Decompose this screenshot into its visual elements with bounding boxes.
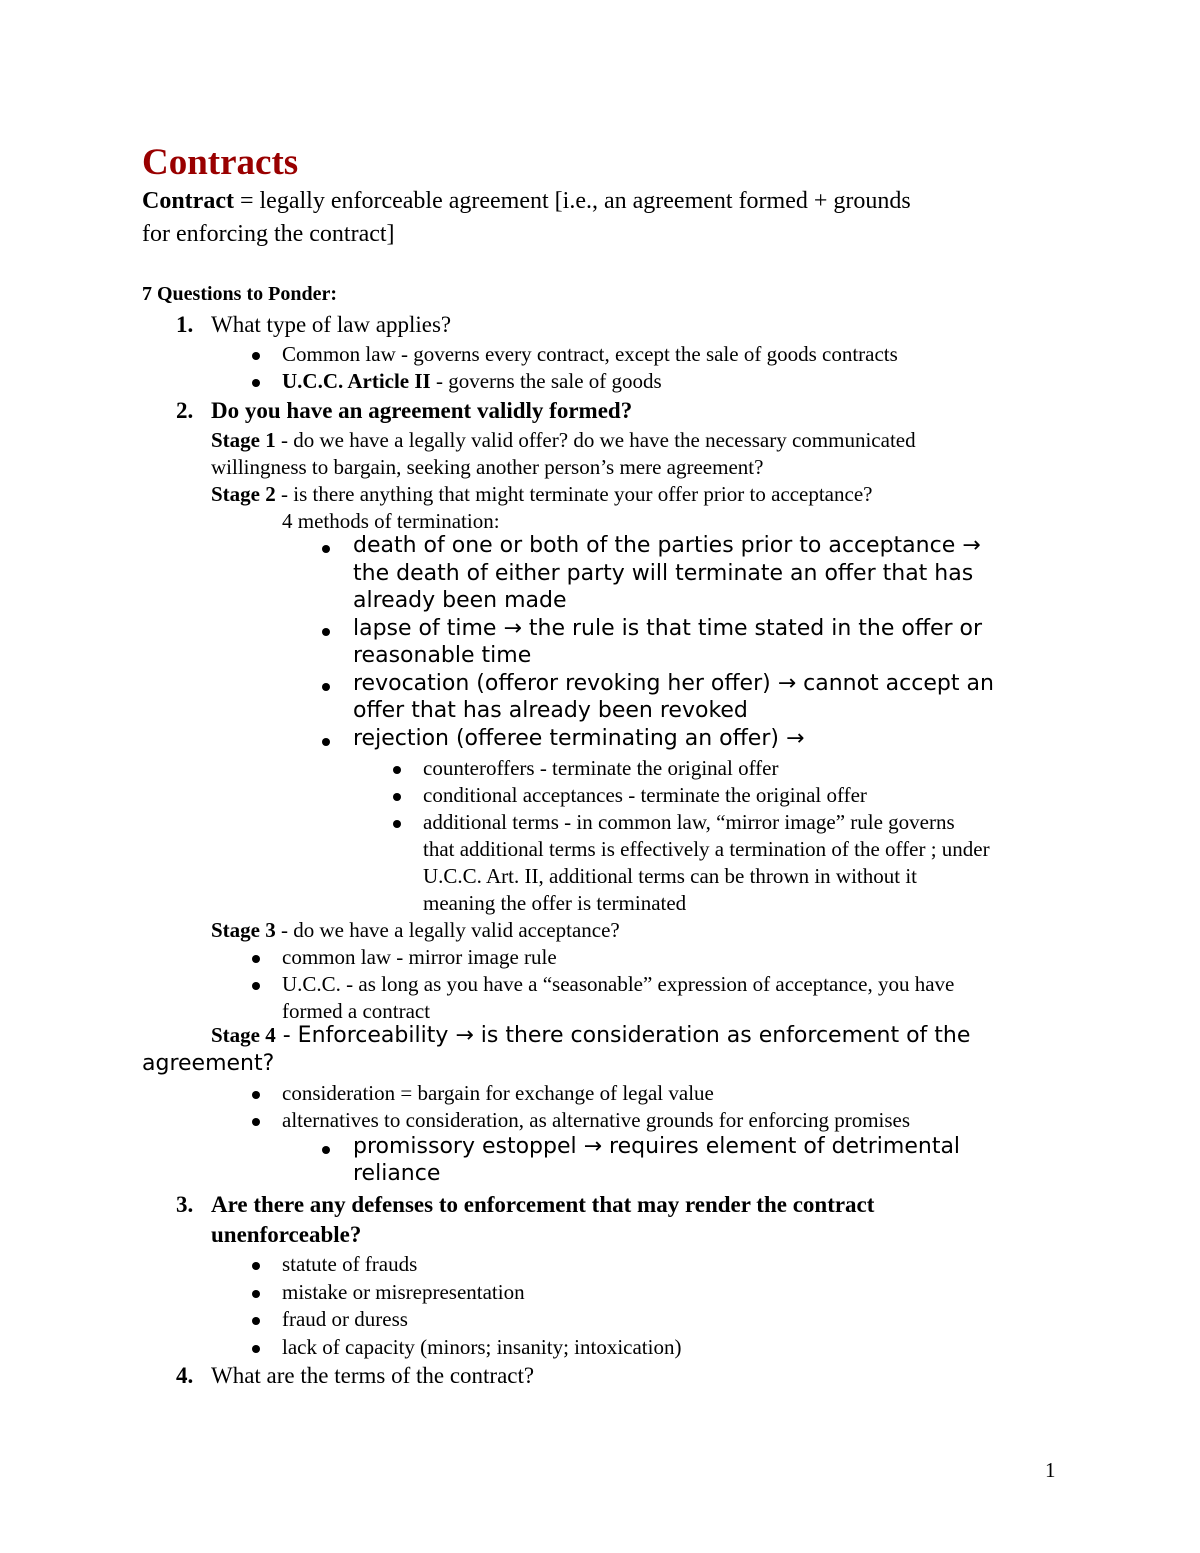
bullet-icon bbox=[252, 1118, 260, 1126]
bullet-icon bbox=[252, 352, 260, 360]
definition-line-1: Contract = legally enforceable agreement [i.e., an agreement formed + grounds bbox=[142, 188, 911, 214]
bullet-icon bbox=[252, 955, 260, 963]
list-item: additional terms - in common law, “mirror image” rule governs bbox=[423, 810, 955, 834]
question-number: 2. bbox=[176, 398, 194, 423]
list-item-continued: already been made bbox=[353, 588, 567, 613]
list-item: common law - mirror image rule bbox=[282, 945, 557, 969]
list-item: consideration = bargain for exchange of legal value bbox=[282, 1081, 714, 1105]
question-4-text: What are the terms of the contract? bbox=[211, 1363, 535, 1388]
list-item-continued: formed a contract bbox=[282, 999, 431, 1023]
list-item-continued: U.C.C. Art. II, additional terms can be thrown in without it bbox=[423, 864, 918, 888]
bullet-icon bbox=[252, 379, 260, 387]
question-number: 1. bbox=[176, 312, 194, 337]
bullet-icon bbox=[252, 1317, 260, 1325]
list-item: rejection (offeree terminating an offer) → bbox=[353, 726, 805, 751]
stage-1-line-1: Stage 1 - do we have a legally valid offer? do we have the necessary communicated bbox=[211, 428, 916, 452]
bullet-icon bbox=[322, 628, 330, 636]
question-1-text: What type of law applies? bbox=[211, 312, 452, 337]
bullet-icon bbox=[322, 683, 330, 691]
definition-line-2: for enforcing the contract] bbox=[142, 221, 395, 247]
bullet-icon bbox=[322, 1146, 330, 1154]
list-item: death of one or both of the parties prior to acceptance → bbox=[353, 533, 981, 558]
list-item: mistake or misrepresentation bbox=[282, 1280, 525, 1304]
bullet-icon bbox=[322, 738, 330, 746]
list-item-continued: meaning the offer is terminated bbox=[423, 891, 687, 915]
stage-4-line-2: agreement? bbox=[142, 1051, 275, 1076]
list-item-continued: offer that has already been revoked bbox=[353, 698, 748, 723]
bullet-icon bbox=[252, 1290, 260, 1298]
bullet-icon bbox=[252, 982, 260, 990]
list-item: conditional acceptances - terminate the original offer bbox=[423, 783, 867, 807]
list-item: fraud or duress bbox=[282, 1307, 408, 1331]
list-item-continued: that additional terms is effectively a termination of the offer ; under bbox=[423, 837, 990, 861]
questions-heading: 7 Questions to Ponder: bbox=[142, 283, 337, 305]
list-item: Common law - governs every contract, except the sale of goods contracts bbox=[282, 342, 898, 366]
bullet-icon bbox=[393, 766, 401, 774]
question-number: 3. bbox=[176, 1192, 194, 1217]
list-item-continued: reasonable time bbox=[353, 643, 532, 668]
termination-methods-label: 4 methods of termination: bbox=[282, 509, 500, 533]
stage-3-line: Stage 3 - do we have a legally valid acceptance? bbox=[211, 918, 620, 942]
list-item: lack of capacity (minors; insanity; intoxication) bbox=[282, 1335, 682, 1359]
stage-1-line-2: willingness to bargain, seeking another person’s mere agreement? bbox=[211, 455, 764, 479]
list-item: U.C.C. Article II - governs the sale of goods bbox=[282, 369, 662, 393]
list-item: alternatives to consideration, as alternative grounds for enforcing promises bbox=[282, 1108, 911, 1132]
list-item-continued: the death of either party will terminate an offer that has bbox=[353, 561, 974, 586]
list-item: counteroffers - terminate the original offer bbox=[423, 756, 779, 780]
bullet-icon bbox=[393, 820, 401, 828]
list-item: revocation (offeror revoking her offer) → cannot accept an bbox=[353, 671, 994, 696]
page-title: Contracts bbox=[142, 142, 299, 183]
bullet-icon bbox=[252, 1091, 260, 1099]
question-3-text-continued: unenforceable? bbox=[211, 1222, 362, 1247]
stage-2-line: Stage 2 - is there anything that might terminate your offer prior to acceptance? bbox=[211, 482, 873, 506]
bullet-icon bbox=[322, 545, 330, 553]
question-number: 4. bbox=[176, 1363, 194, 1388]
question-3-text: Are there any defenses to enforcement that may render the contract bbox=[211, 1192, 875, 1217]
stage-4-line-1: Stage 4 - Enforceability → is there consideration as enforcement of the bbox=[211, 1023, 971, 1048]
list-item: lapse of time → the rule is that time stated in the offer or bbox=[353, 616, 983, 641]
definition-term: Contract bbox=[142, 188, 234, 214]
list-item: U.C.C. - as long as you have a “seasonable” expression of acceptance, you have bbox=[282, 972, 955, 996]
bullet-icon bbox=[393, 793, 401, 801]
bullet-icon bbox=[252, 1262, 260, 1270]
list-item: promissory estoppel → requires element of detrimental bbox=[353, 1134, 961, 1159]
question-2-text: Do you have an agreement validly formed? bbox=[211, 398, 633, 423]
page-number: 1 bbox=[1045, 1458, 1056, 1482]
list-item: statute of frauds bbox=[282, 1252, 418, 1276]
list-item-continued: reliance bbox=[353, 1161, 441, 1186]
bullet-icon bbox=[252, 1345, 260, 1353]
